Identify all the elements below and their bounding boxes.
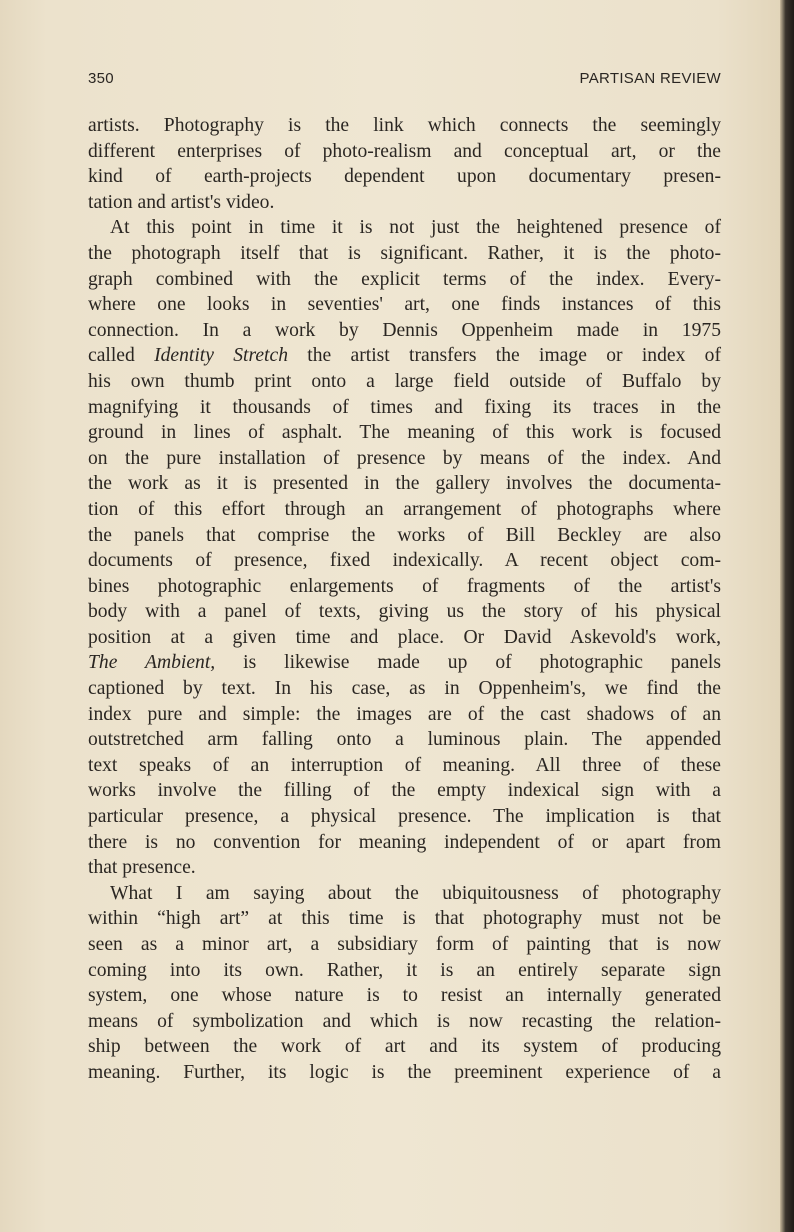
text-line: magnifying it thousands of times and fixing its traces in the (88, 396, 721, 418)
text-line: captioned by text. In his case, as in Oppenheim's, we find the (88, 678, 721, 700)
text-line: on the pure installation of presence by means of the index. And (88, 447, 721, 469)
text-line: coming into its own. Rather, it is an entirely separate sign (88, 959, 721, 981)
paragraph-2 (88, 215, 721, 880)
text-line: artists. Photography is the link which connects the seemingly (88, 115, 721, 136)
artwork-title-identity-stretch: Identity Stretch (154, 345, 288, 367)
running-header (88, 70, 721, 90)
text-line: seen as a minor art, a subsidiary form of painting that is now (88, 934, 721, 955)
text-line: documents of presence, fixed indexically. A recent object com- (88, 550, 721, 572)
text-line: there is no convention for meaning independent of or apart from (88, 831, 721, 853)
text-line: system, one whose nature is to resist an internally generated (88, 985, 721, 1007)
text-line: works involve the filling of the empty indexical sign with a (88, 780, 721, 802)
text-line: within “high art” at this time is that photography must not be (88, 908, 721, 930)
text-line: where one looks in seventies' art, one finds instances of this (88, 294, 721, 316)
paragraph-3 (88, 881, 721, 1086)
text-line: index pure and simple: the images are of the cast shadows of an (88, 703, 721, 725)
page-number: 350 (88, 70, 114, 87)
text-line: What I am saying about the ubiquitousness of photography (110, 882, 721, 904)
text-fragment: is likewise made up of photographic panels (215, 652, 721, 674)
text-line: bines photographic enlargements of fragments of the artist's (88, 575, 721, 597)
text-line: meaning. Further, its logic is the preeminent experience of a (88, 1061, 721, 1083)
body-text (88, 113, 721, 1086)
text-line: his own thumb print onto a large field outside of Buffalo by (88, 370, 721, 392)
text-line: ship between the work of art and its system of producing (88, 1036, 721, 1058)
text-line: outstretched arm falling onto a luminous plain. The appended (88, 729, 721, 751)
text-fragment: called (88, 345, 155, 367)
text-fragment: the artist transfers the image or index of (288, 345, 721, 367)
text-line: means of symbolization and which is now recasting the relation- (88, 1010, 721, 1032)
journal-title: PARTISAN REVIEW (579, 70, 721, 87)
text-line: the photograph itself that is significant. Rather, it is the photo- (88, 242, 721, 264)
text-line-the-ambient (88, 650, 721, 676)
text-line: connection. In a work by Dennis Oppenheim made in 1975 (88, 319, 721, 341)
text-line: the work as it is presented in the gallery involves the documenta- (88, 473, 721, 495)
text-line: particular presence, a physical presence. The implication is that (88, 806, 721, 828)
text-line-identity-stretch (88, 343, 721, 369)
text-line: that presence. (88, 857, 196, 879)
text-line: body with a panel of texts, giving us the story of his physical (88, 601, 721, 623)
text-line: At this point in time it is not just the heightened presence of (110, 217, 721, 239)
page-edge-shadow (780, 0, 794, 1232)
text-line: ground in lines of asphalt. The meaning of this work is focused (88, 422, 721, 444)
text-line: position at a given time and place. Or David Askevold's work, (88, 626, 721, 648)
text-line: tion of this effort through an arrangement of photographs where (88, 498, 721, 520)
text-line: tation and artist's video. (88, 191, 275, 213)
paragraph-1 (88, 113, 721, 215)
artwork-title-the-ambient: The Ambient, (88, 652, 216, 674)
text-line: kind of earth-projects dependent upon documentary presen- (88, 166, 721, 188)
text-line: different enterprises of photo-realism and conceptual art, or the (88, 140, 721, 162)
text-line: graph combined with the explicit terms of the index. Every- (88, 268, 721, 290)
text-line: the panels that comprise the works of Bill Beckley are also (88, 524, 721, 546)
text-line: text speaks of an interruption of meaning. All three of these (88, 754, 721, 776)
